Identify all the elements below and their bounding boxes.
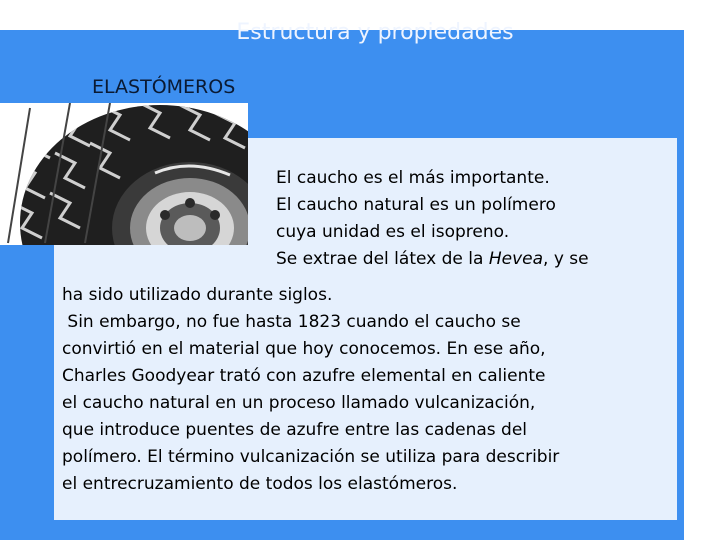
paragraph-line: ha sido utilizado durante siglos.	[62, 285, 333, 305]
tire-icon	[0, 103, 248, 245]
paragraph-line: el entrecruzamiento de todos los elastómeros.	[62, 474, 458, 494]
paragraph-line-hevea	[276, 246, 589, 273]
paragraph-line: El caucho es el más importante.	[276, 168, 550, 188]
paragraph-line: polímero. El término vulcanización se utiliza para describir	[62, 447, 560, 467]
paragraph-intro	[276, 165, 589, 273]
paragraph-main	[62, 282, 559, 498]
hevea-italic: Hevea	[488, 249, 544, 269]
paragraph-line: Charles Goodyear trató con azufre elemental en caliente	[62, 366, 546, 386]
paragraph-line: que introduce puentes de azufre entre las cadenas del	[62, 420, 528, 440]
paragraph-line: Sin embargo, no fue hasta 1823 cuando el caucho se	[62, 312, 521, 332]
paragraph-line: el caucho natural en un proceso llamado vulcanización,	[62, 393, 536, 413]
slide-title: Estructura y propiedades	[236, 20, 514, 45]
paragraph-line: convirtió en el material que hoy conocemos. En ese año,	[62, 339, 546, 359]
tire-image	[0, 103, 248, 245]
line-prefix: Se extrae del látex de la	[276, 249, 489, 269]
line-suffix: , y se	[543, 249, 589, 269]
paragraph-line: El caucho natural es un polímero	[276, 195, 556, 215]
paragraph-line: cuya unidad es el isopreno.	[276, 222, 510, 242]
section-heading: ELASTÓMEROS	[92, 76, 236, 98]
